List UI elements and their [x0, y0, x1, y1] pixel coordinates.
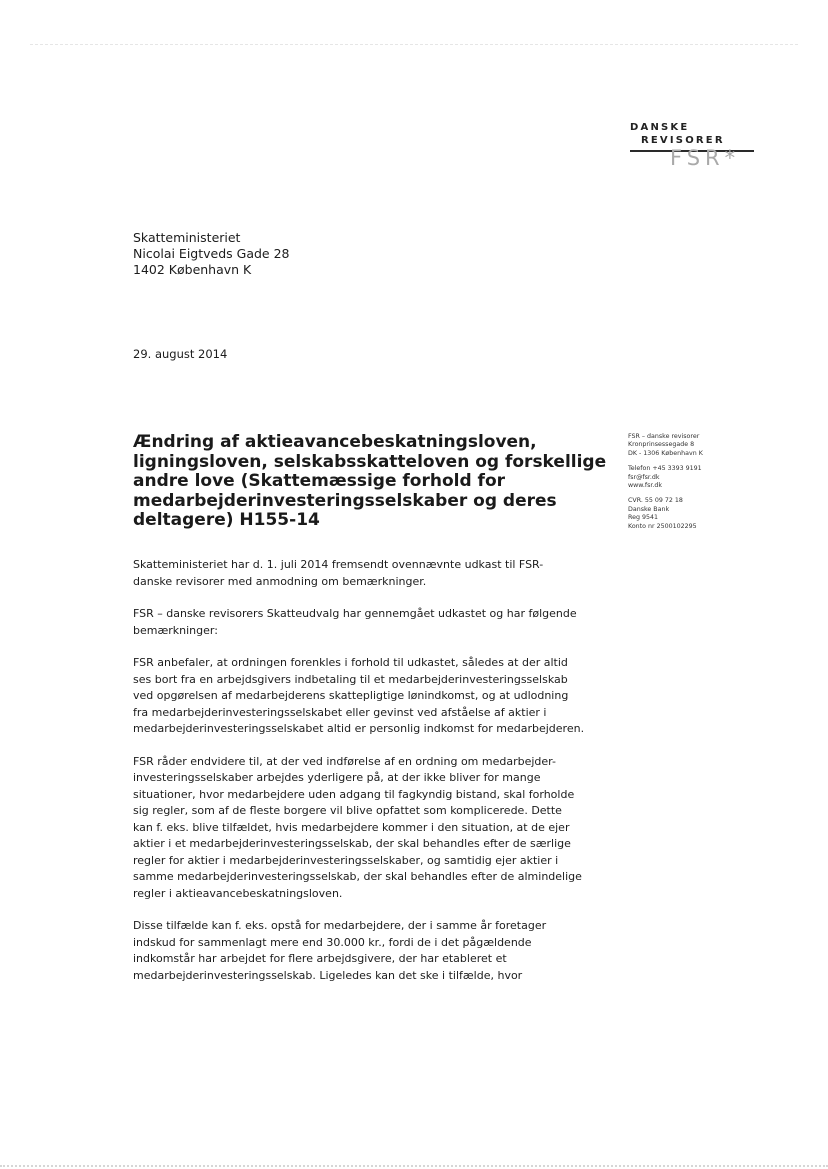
body-line: Skatteministeriet har d. 1. juli 2014 fremsendt ovennævnte udkast til FSR-	[133, 558, 544, 571]
body-line: fra medarbejderinvesteringsselskabet eller gevinst ved afståelse af aktier i	[133, 705, 547, 719]
letter-title	[133, 432, 607, 531]
body-line: bemærkninger:	[133, 623, 218, 637]
title-line: andre love (Skattemæssige forhold for	[133, 471, 506, 491]
body-line: ved opgørelsen af medarbejderens skattepligtige lønindkomst, og at udlodning	[133, 689, 569, 702]
recipient-street: Nicolai Eigtveds Gade 28	[133, 246, 290, 261]
logo-text-danske: DANSKE	[630, 122, 690, 133]
title-line: medarbejderinvesteringsselskaber og deres	[133, 490, 557, 511]
sender-contact-block	[628, 433, 703, 531]
sender-reg: Reg 9541	[628, 514, 658, 522]
logo-mark-fsr: FSR*	[670, 146, 741, 170]
recipient-city: 1402 København K	[133, 262, 252, 277]
paragraph	[133, 606, 603, 639]
fsr-logo	[610, 118, 760, 180]
paragraph	[133, 557, 603, 590]
sender-cvr: CVR. 55 09 72 18	[628, 497, 683, 505]
sender-account: Konto nr 2500102295	[628, 522, 697, 530]
sender-city: DK - 1306 København K	[628, 449, 703, 457]
scan-edge-bottom	[0, 1165, 828, 1167]
recipient-address	[133, 230, 290, 278]
body-line: danske revisorer med anmodning om bemærkninger.	[133, 574, 427, 588]
paragraph	[133, 918, 603, 984]
body-line: indkomstår har arbejdet for flere arbejdsgivere, der har etableret et	[133, 952, 507, 965]
body-line: regler for aktier i medarbejderinvesteringsselskaber, og samtidig ejer aktier i	[133, 853, 559, 867]
letter-date: 29. august 2014	[133, 347, 228, 361]
body-line: FSR – danske revisorers Skatteudvalg har gennemgået udkastet og har følgende	[133, 607, 577, 620]
body-line: Disse tilfælde kan f. eks. opstå for medarbejdere, der i samme år foretager	[133, 919, 547, 932]
body-line: situationer, hvor medarbejdere uden adgang til fagkyndig bistand, skal forholde	[133, 787, 575, 801]
body-line: samme medarbejderinvesteringsselskab, der skal behandles efter de almindelige	[133, 870, 582, 883]
sender-phone: Telefon +45 3393 9191	[628, 465, 702, 473]
title-line: Ændring af aktieavancebeskatningsloven,	[133, 432, 537, 452]
body-line: indskud for sammenlagt mere end 30.000 kr., fordi de i det pågældende	[133, 935, 532, 949]
body-line: sig regler, som af de fleste borgere vil blive opfattet som komplicerede. Dette	[133, 804, 562, 817]
title-line: deltagere) H155-14	[133, 510, 320, 530]
body-line: FSR råder endvidere til, at der ved indførelse af en ordning om medarbejder-	[133, 754, 556, 768]
sender-email: fsr@fsr.dk	[628, 473, 660, 481]
paragraph	[133, 754, 603, 903]
sender-web: www.fsr.dk	[628, 482, 663, 490]
title-line: ligningsloven, selskabsskatteloven og forskellige	[133, 451, 607, 472]
body-line: aktier i et medarbejderinvesteringsselskab, der skal behandles efter de særlige	[133, 837, 571, 850]
recipient-name: Skatteministeriet	[133, 230, 241, 245]
body-line: FSR anbefaler, at ordningen forenkles i forhold til udkastet, således at der altid	[133, 656, 568, 669]
body-line: regler i aktieavancebeskatningsloven.	[133, 886, 343, 900]
body-line: kan f. eks. blive tilfældet, hvis medarbejdere kommer i den situation, at de ejer	[133, 820, 570, 834]
body-line: medarbejderinvesteringsselskab. Ligeledes kan det ske i tilfælde, hvor	[133, 968, 523, 982]
logo-text-revisorer: REVISORER	[641, 135, 725, 146]
sender-bank: Danske Bank	[628, 505, 670, 513]
body-line: ses bort fra en arbejdsgivers indbetaling til et medarbejderinvesteringsselskab	[133, 672, 568, 686]
paragraph	[133, 655, 603, 738]
body-line: medarbejderinvesteringsselskabet altid er personlig indkomst for medarbejderen.	[133, 722, 585, 735]
sender-street: Kronprinsessegade 8	[628, 441, 695, 449]
body-line: investeringsselskaber arbejdes yderligere på, at der ikke bliver for mange	[133, 771, 541, 784]
scan-edge-top	[30, 44, 798, 45]
letter-body	[133, 557, 603, 1000]
sender-org: FSR – danske revisorer	[628, 433, 700, 440]
